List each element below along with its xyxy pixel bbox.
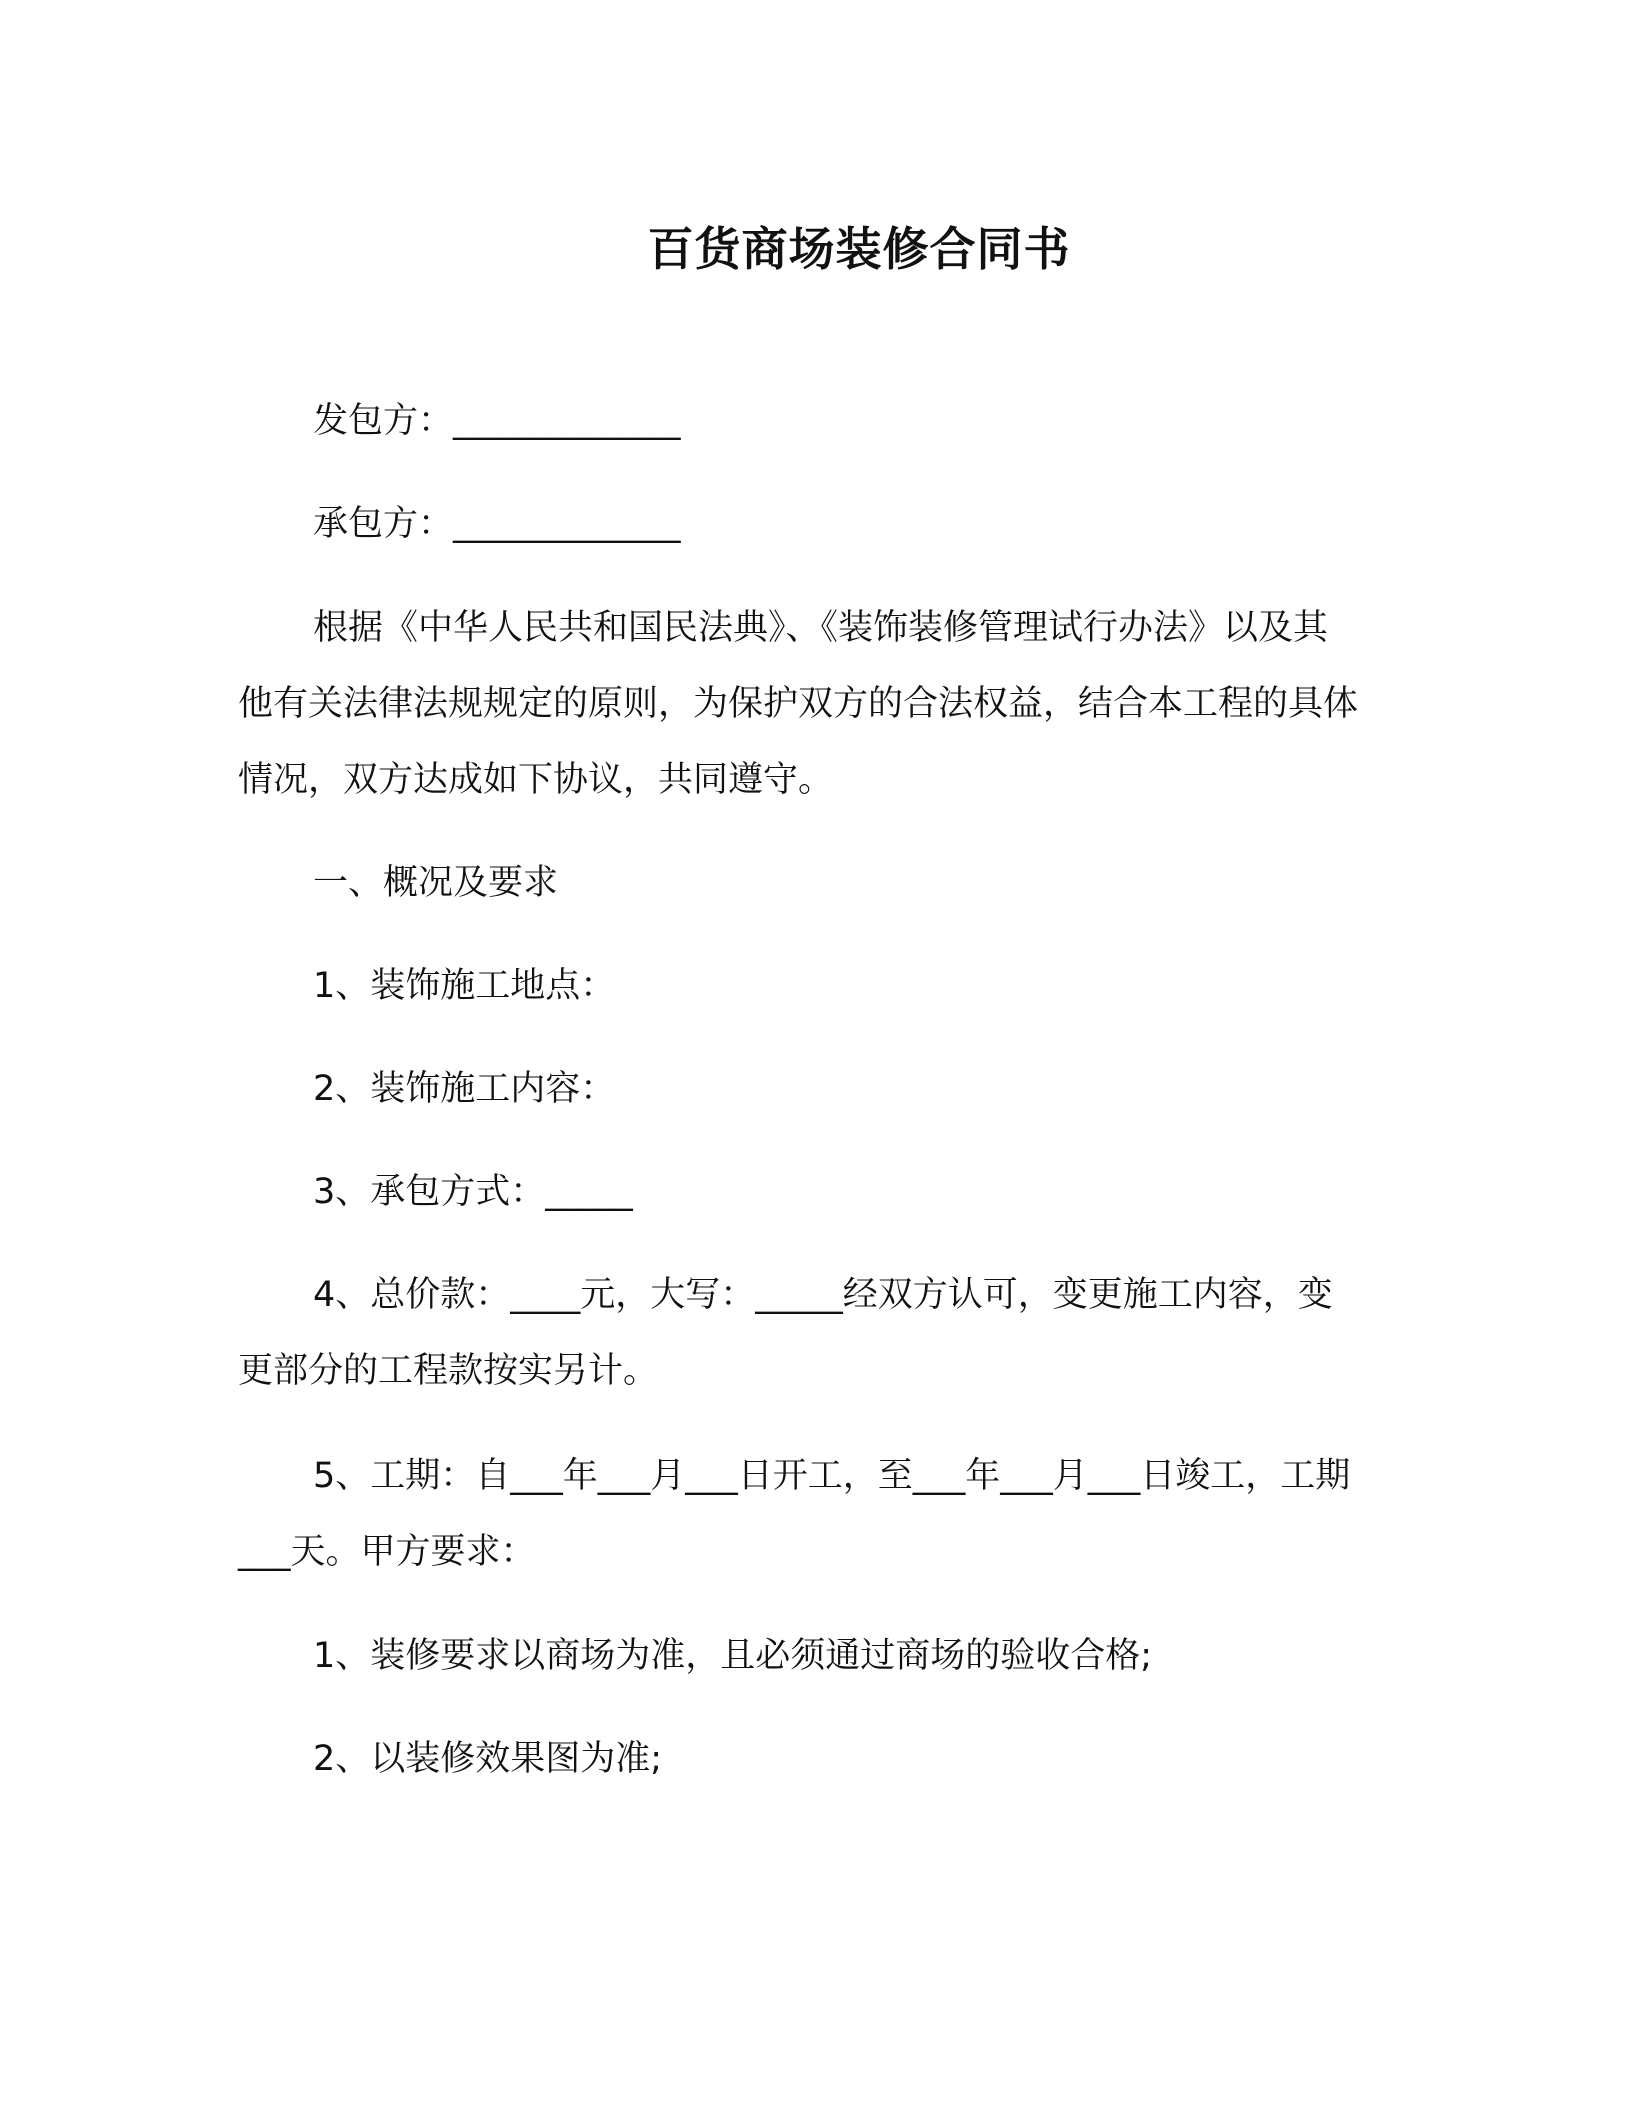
list-item: 3、承包方式：_____ bbox=[313, 1172, 633, 1212]
list-item: 1、装饰施工地点： bbox=[313, 966, 616, 1006]
list-item: 4、总价款：____元，大写：_____经双方认可，变更施工内容，变更部分的工程款按实另计。 bbox=[238, 1275, 1333, 1391]
list-item: 5、工期：自___年___月___日开工，至___年___月___日竣工，工期___天。甲方要求： bbox=[238, 1456, 1351, 1572]
section-heading: 一、概况及要求 bbox=[313, 863, 559, 903]
party-b-line: 承包方：_____________ bbox=[313, 504, 681, 544]
requirement-item: 2、以装修效果图为准; bbox=[313, 1739, 663, 1779]
list-item: 2、装饰施工内容： bbox=[313, 1069, 616, 1109]
requirement-item: 1、装修要求以商场为准，且必须通过商场的验收合格; bbox=[313, 1636, 1153, 1676]
party-a-line: 发包方：_____________ bbox=[313, 401, 681, 441]
preamble-paragraph: 根据《中华人民共和国民法典》、《装饰装修管理试行办法》以及其他有关法律法规规定的原则，为保护双方的合法权益，结合本工程的具体情况，双方达成如下协议，共同遵守。 bbox=[238, 608, 1359, 800]
document-title: 百货商场装修合同书 bbox=[647, 222, 1071, 276]
